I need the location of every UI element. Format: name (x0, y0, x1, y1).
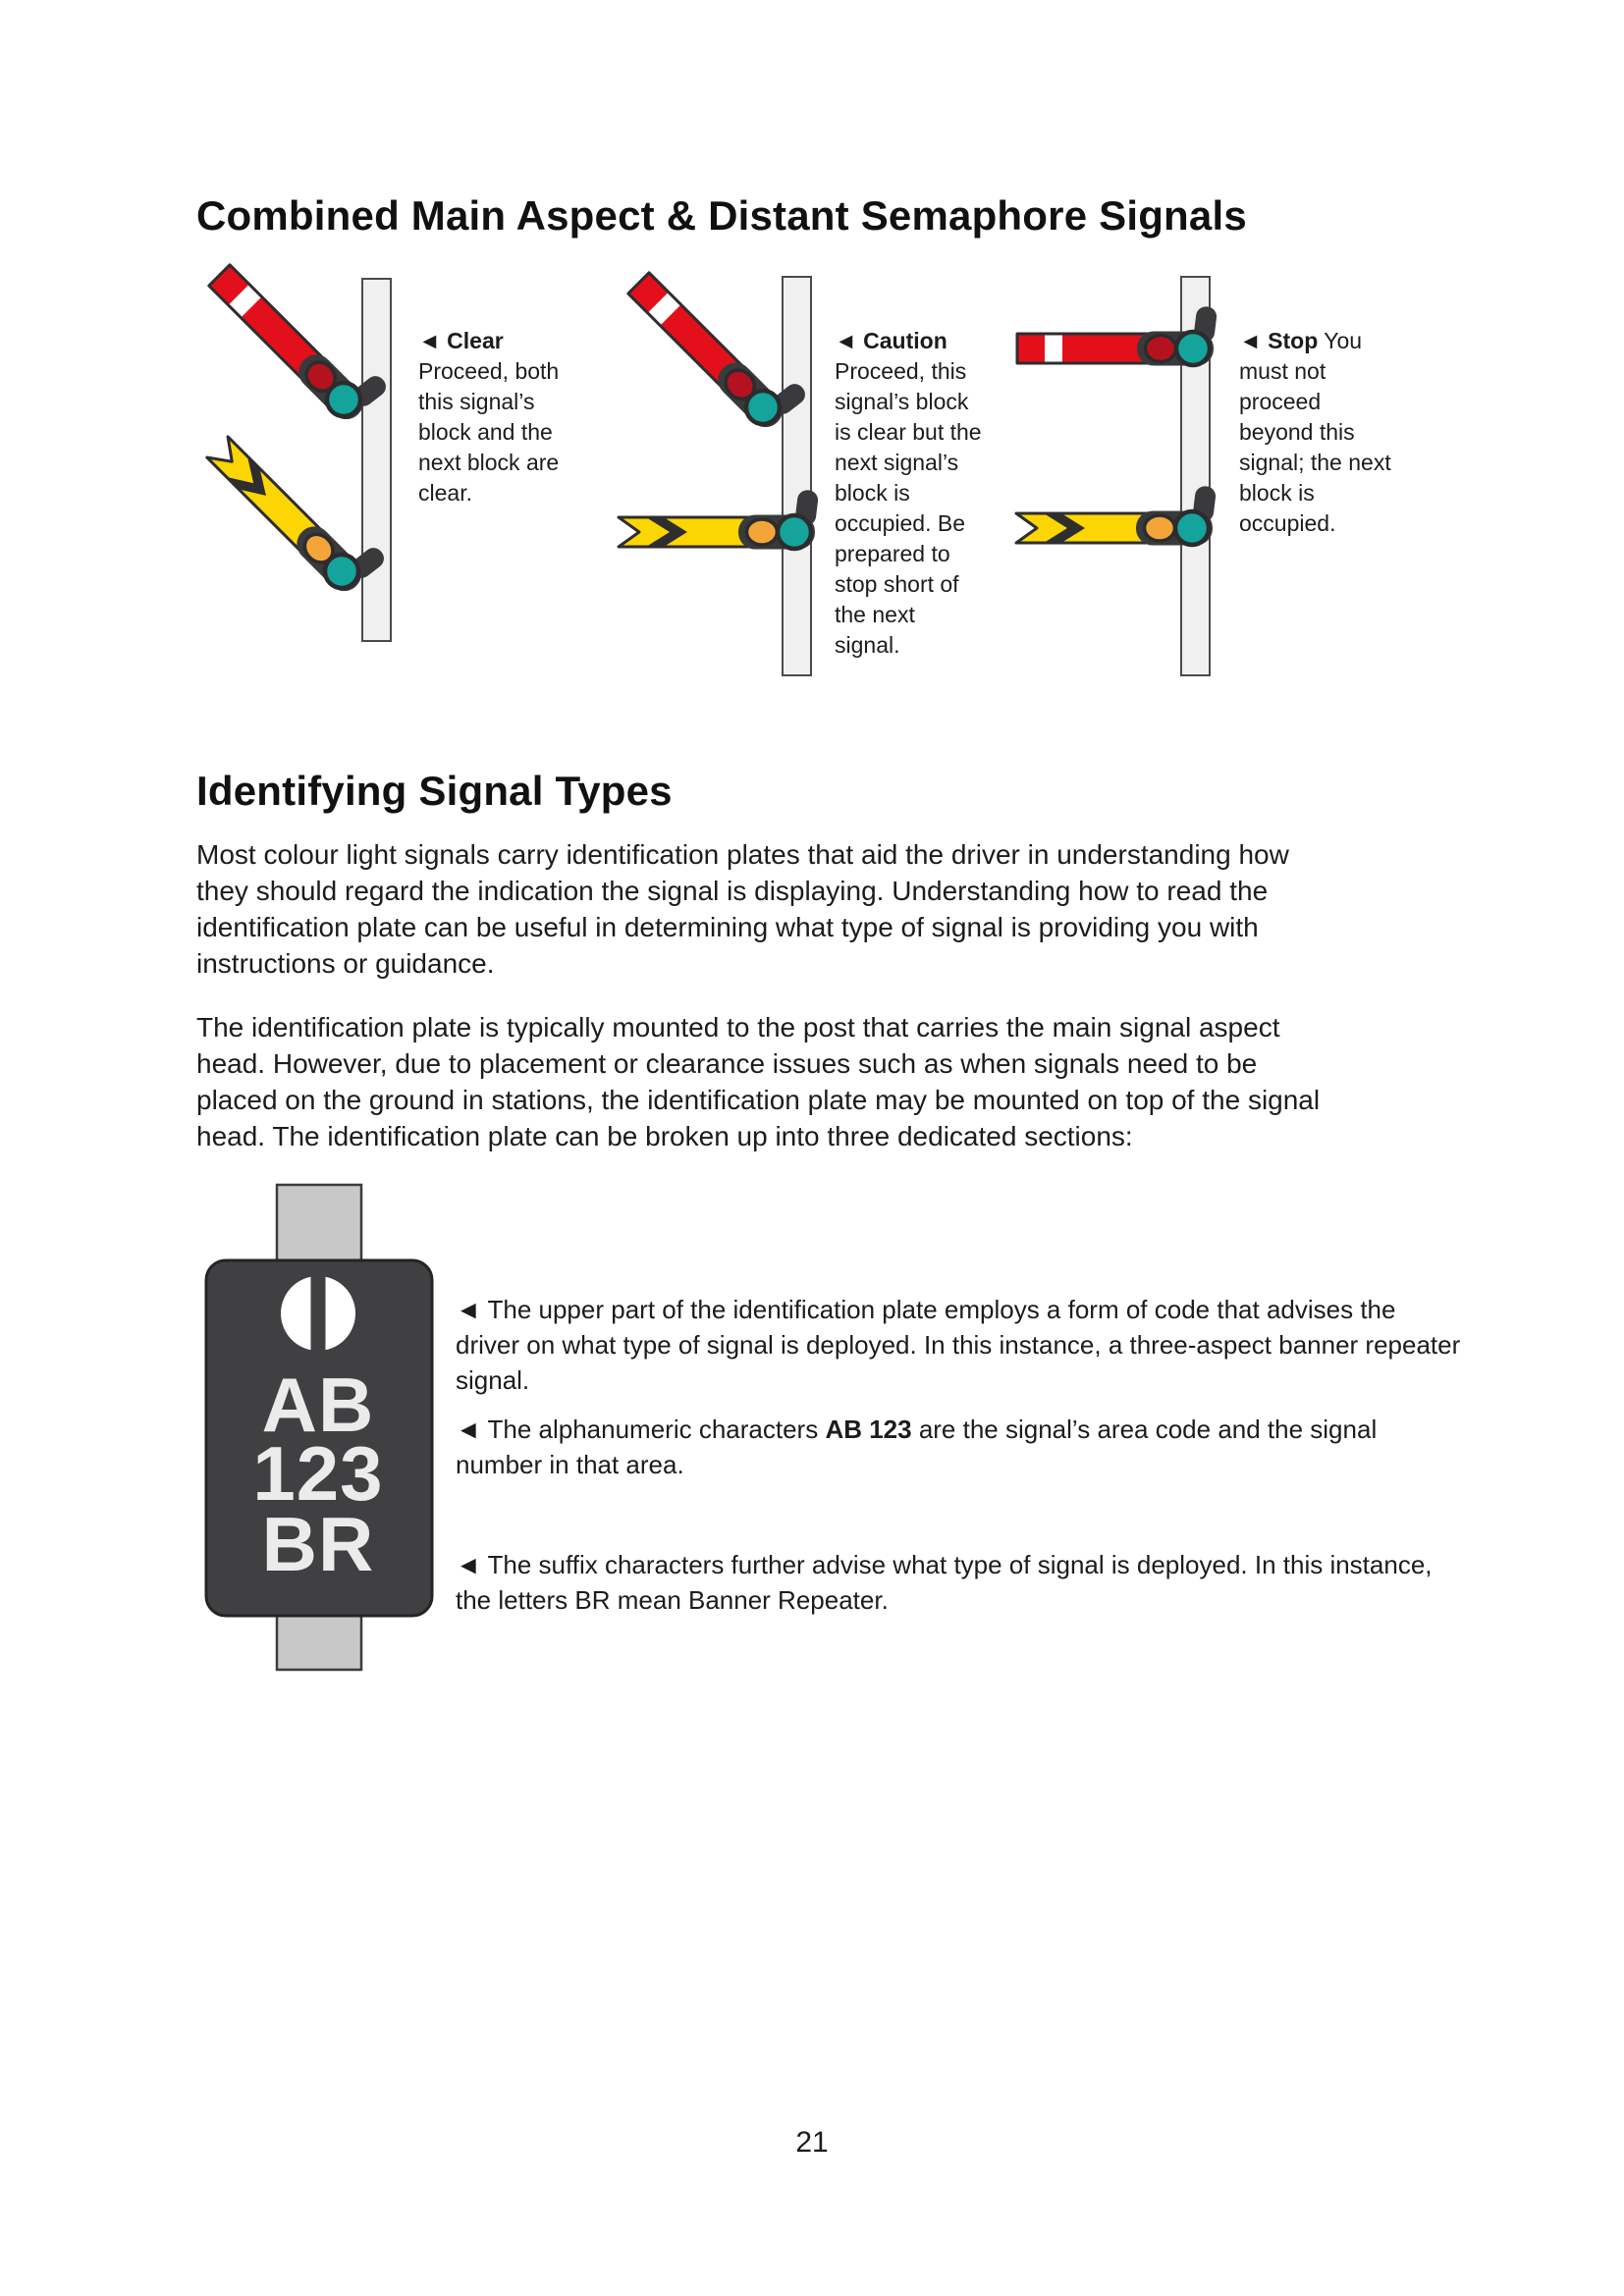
page-number: 21 (795, 2126, 829, 2159)
section-title-identifying-signal-types: Identifying Signal Types (196, 768, 673, 814)
section-title-combined-signals: Combined Main Aspect & Distant Semaphore Signals (196, 192, 1247, 239)
text-line: stop short of (835, 571, 959, 597)
text-line: block is (1239, 480, 1315, 506)
text-line: they should regard the indication the signal is displaying. Understanding how to read the (196, 876, 1269, 906)
clear-signal-figure (147, 257, 452, 699)
text-line: head. However, due to placement or clearance issues such as when signals need to be (196, 1048, 1258, 1079)
roundel-split-bar (311, 1271, 326, 1356)
plate-signal-number: 123 (252, 1430, 384, 1517)
text-line: Proceed, both (418, 358, 560, 384)
text-line: signal. (456, 1365, 530, 1395)
plate-suffix: BR (261, 1501, 375, 1587)
text-line: driver on what type of signal is deployed. In this instance, a three-aspect banner repeater (456, 1330, 1461, 1360)
text-line: ◄ Caution (835, 328, 947, 353)
red-lens (1146, 336, 1176, 362)
amber-lens (1145, 515, 1175, 541)
text-line: block is (835, 480, 910, 506)
text-line: placed on the ground in stations, the identification plate may be mounted on top of the signal (196, 1085, 1321, 1115)
green-lens (778, 515, 811, 549)
text-line: next block are (418, 450, 560, 475)
plate-area-code: AB (261, 1362, 375, 1448)
bullet-plate-upper-part (456, 1292, 1516, 1398)
signal-post (362, 279, 391, 641)
text-line: must not (1239, 358, 1326, 384)
text-line: Proceed, this (835, 358, 967, 384)
text-line: signal; the next (1239, 450, 1391, 475)
text-line: ◄ The alphanumeric characters AB 123 are the signal’s area code and the signal (456, 1415, 1378, 1444)
text-line: the letters BR mean Banner Repeater. (456, 1585, 889, 1615)
text-line: ◄ The suffix characters further advise what type of signal is deployed. In this instance, (456, 1550, 1433, 1579)
text-line: The identification plate is typically mounted to the post that carries the main signal aspect (196, 1012, 1280, 1042)
text-line: block and the (418, 419, 553, 445)
bullet-alphanumeric-characters (456, 1412, 1516, 1482)
text-line: this signal’s (418, 389, 535, 414)
paragraph-plate-mounting (196, 1009, 1473, 1154)
text-line: clear. (418, 480, 472, 506)
text-line: number in that area. (456, 1450, 684, 1479)
text-line: ◄ Stop You (1239, 328, 1363, 353)
signal-post (783, 277, 811, 675)
clear-signal-caption (418, 326, 615, 508)
text-line: ◄ Clear (418, 328, 504, 353)
stop-signal-caption (1239, 326, 1435, 539)
identification-plate-figure (206, 1183, 461, 1674)
text-line: signal’s block (835, 389, 969, 414)
green-lens (1175, 511, 1209, 545)
text-line: proceed (1239, 389, 1322, 414)
text-line: occupied. Be (835, 510, 965, 536)
text-line: is clear but the (835, 419, 982, 445)
text-line: instructions or guidance. (196, 948, 495, 979)
text-line: Most colour light signals carry identification plates that aid the driver in understanding how (196, 839, 1289, 870)
stop-arm (1017, 334, 1154, 363)
text-line: identification plate can be useful in determining what type of signal is providing you with (196, 912, 1259, 942)
text-line: prepared to (835, 541, 950, 566)
text-line: the next (835, 602, 915, 627)
text-line: signal. (835, 632, 900, 658)
caution-signal-caption (835, 326, 1031, 661)
amber-lens (747, 519, 778, 545)
arm-stripe (1045, 336, 1062, 362)
text-line: beyond this (1239, 419, 1355, 445)
green-lens (1176, 332, 1210, 365)
paragraph-identification-plates (196, 836, 1473, 982)
text-line: next signal’s (835, 450, 959, 475)
bullet-suffix-characters (456, 1547, 1516, 1618)
text-line: head. The identification plate can be broken up into three dedicated sections: (196, 1121, 1133, 1151)
text-line: occupied. (1239, 510, 1336, 536)
text-line: ◄ The upper part of the identification plate employs a form of code that advises the (456, 1295, 1396, 1324)
